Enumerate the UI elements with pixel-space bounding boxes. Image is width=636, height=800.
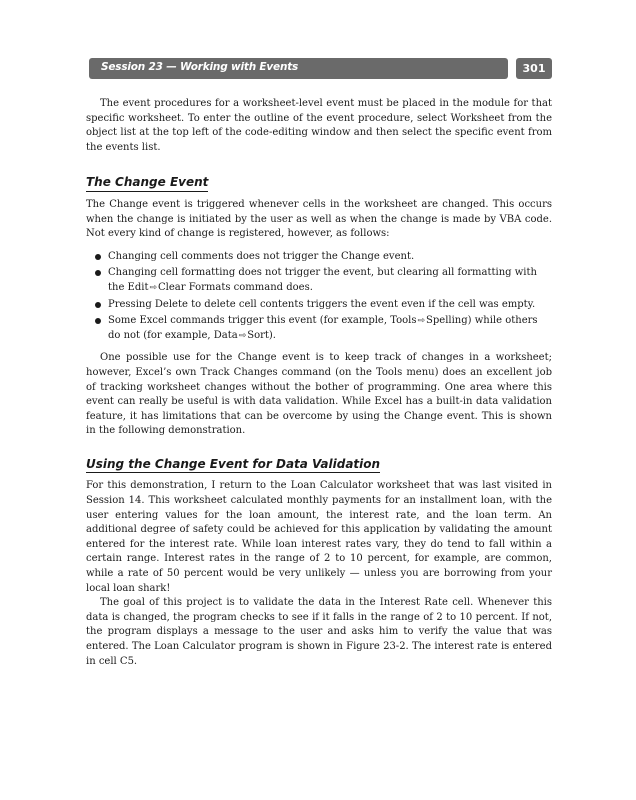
running-header [89,58,508,79]
menu-arrow-icon: ⇨ [417,316,426,327]
list-item: Pressing Delete to delete cell contents triggers the event even if the cell was empty. [86,298,552,313]
bullet-icon [95,318,101,324]
menu-arrow-icon: ⇨ [238,330,247,341]
menu-arrow-icon: ⇨ [149,282,158,293]
intro-paragraph: The event procedures for a worksheet-level event must be placed in the module for that specific worksheet. To enter the outline of the event procedure, select Worksheet from the object list at the top left of the code-editing window and then select the specific event from the events list. [86,98,552,153]
section-heading-data-validation: Using the Change Event for Data Validation [86,457,380,474]
change-event-usage-paragraph: One possible use for the Change event is to keep track of changes in a worksheet; however, Excel’s own Track Changes command (on the Tools menu) does an excellent job of tracking worksheet changes without the bother of programming. One area where this event can really be useful is with data validation. While Excel has a built-in data validation feature, it has limitations that can be overcome by using the Change event. This is shown in the following demonstration. [86,352,552,437]
header-title: Session 23 — Working with Events [101,61,299,73]
project-goal-paragraph: The goal of this project is to validate the data in the Interest Rate cell. Whenever this data is changed, the program checks to see if it falls in the range of 2 to 10 percent. If not, the program displays a message to the user and asks him to verify the value that was entered. The Loan Calculator program is shown in Figure 23-2. The interest rate is entered in cell C5. [86,597,552,667]
list-item: Changing cell comments does not trigger the Change event. [86,250,552,265]
section-heading-change-event: The Change Event [86,175,208,192]
bullet-icon [95,254,101,260]
list-item: Some Excel commands trigger this event (for example, Tools⇨Spelling) while others do not (for example, Data⇨Sort). [86,314,552,343]
change-event-paragraph: The Change event is triggered whenever cells in the worksheet are changed. This occurs when the change is initiated by the user as well as when the change is made by VBA code. Not every kind of change is registered, however, as follows: [86,198,552,240]
bullet-icon [95,270,101,276]
page-body [86,97,552,669]
list-item: Changing cell formatting does not trigger the event, but clearing all formatting with the Edit⇨Clear Formats command does. [86,266,552,295]
bullet-icon [95,302,101,308]
data-validation-paragraph: For this demonstration, I return to the Loan Calculator worksheet that was last visited in Session 14. This worksheet calculated monthly payments for an installment loan, with the user entering values for the loan amount, the interest rate, and the loan term. An additional degree of safety could be achieved for this application by validating the amount entered for the interest rate. While loan interest rates vary, they do tend to fall within a certain range. Interest rates in the range of 2 to 10 percent, for example, are common, while a rate of 50 percent would be very unlikely — unless you are borrowing from your local loan shark! [86,480,552,594]
page-number: 301 [516,58,552,79]
change-event-bullet-list [86,250,552,344]
